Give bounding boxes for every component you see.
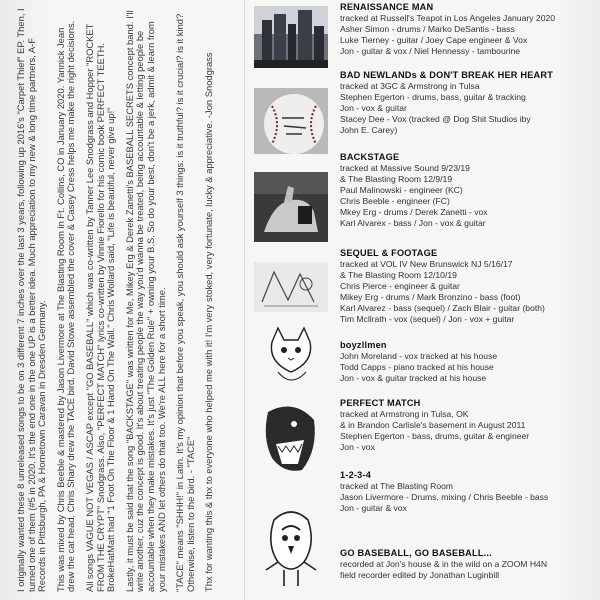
track-credit: Jon - vox & guitar (340, 103, 407, 113)
track-credit: Jon - vox & guitar tracked at his house (340, 373, 487, 383)
track-credit: John E. Carey) (340, 125, 398, 135)
track-credit: field recorder edited by Jonathan Luginbill (340, 570, 500, 580)
notes-paragraph: "TACE" means "SHHH!" in Latin. It's my opinion that before you speak, you should ask yourself 3 things: is it truthful? is it crucial? is it kind? Otherwise, listen to the bird. - "TACE" (174, 13, 196, 592)
track-credit: Mkey Erg - drums / Derek Zanetti - vox (340, 207, 488, 217)
track-credit: Stacey Dee - Vox (tracked @ Dog Shit Studios iby (340, 114, 531, 124)
shark-drawing-icon (254, 394, 328, 482)
track-credit: tracked at Armstrong in Tulsa, OK (340, 409, 469, 419)
track-block (340, 470, 595, 514)
track-credit: Mikey Erg - drums / Mark Bronzino - bass (foot) (340, 292, 521, 302)
track-credit: tracked at 3GC & Armstrong in Tulsa (340, 81, 480, 91)
track-credit: Jason Livermore - Drums, mixing / Chris Beeble - bass (340, 492, 549, 502)
track-credit: Luke Tierney - guitar / Joey Cape engineer & Vox (340, 35, 528, 45)
notes-paragraph: I originally wanted these 8 unreleased songs to be on 3 different 7 inches over the last 3 years, following up 2016's "Carpet Thief" EP. Then, I turned one of them (#5 in 2020. It's the end one in the one UP is a better idea. Much appreciation to my new & long time partners, A-F Records in Pittsburgh, PA & Hometown Caravan in Dresden Germany. (15, 8, 48, 592)
track-credit: tracked at Russell's Teapot in Los Angeles January 2020 (340, 13, 556, 23)
track-credit: & The Blasting Room 12/9/19 (340, 174, 453, 184)
baseball-photo-icon (254, 88, 328, 154)
liner-notes-text (10, 0, 240, 600)
track-credit: Karl Alvarez - bass (sequel) / Zach Blair - guitar (both) (340, 303, 545, 313)
city-skyline-photo-icon (254, 6, 328, 68)
track-credit: Chris Beeble - engineer (FC) (340, 196, 450, 206)
track-title: GO BASEBALL, GO BASEBALL... (340, 548, 492, 558)
track-title: SEQUEL & FOOTAGE (340, 248, 438, 258)
track-title: BACKSTAGE (340, 152, 400, 162)
track-block (340, 70, 595, 136)
track-block (340, 548, 595, 581)
track-block (340, 2, 595, 57)
track-credit: Jon - guitar & vox / Niel Hennessy - tambourine (340, 46, 521, 56)
track-title: RENAISSANCE MAN (340, 2, 434, 12)
track-credit: Karl Alvarex - bass / Jon - vox & guitar (340, 218, 486, 228)
track-block (340, 152, 595, 229)
column-divider (244, 0, 245, 600)
track-credit: Chris Pierce - engineer & guitar (340, 281, 460, 291)
liner-notes-column (10, 0, 240, 600)
track-block (340, 398, 595, 453)
track-credit: & The Blasting Room 12/10/19 (340, 270, 457, 280)
track-credit: tracked at Massive Sound 9/23/19 (340, 163, 470, 173)
notes-paragraph: Thx for wanting this & thx to everyone who helped me with it! I'm very stoked, very fortunate, lucky & appreciative. -Jon Snodgrass (203, 52, 215, 592)
track-title: boyzllmen (340, 340, 387, 350)
track-title: BAD NEWLANDs & DON'T BREAK HER HEART (340, 70, 554, 80)
track-credit: Stephen Egerton - bass, drums, guitar & engineer (340, 431, 530, 441)
track-credit: tracked at The Blasting Room (340, 481, 454, 491)
track-credit: Jon - guitar & vox (340, 503, 407, 513)
track-block (340, 248, 595, 325)
cat-drawing-icon (254, 322, 328, 392)
drawing-sketch-icon (254, 262, 328, 312)
bird-drawing-icon (254, 500, 328, 594)
track-credit: Todd Capps - piano tracked at his house (340, 362, 494, 372)
track-credit: tracked at VOL IV New Brunswick NJ 5/16/17 (340, 259, 513, 269)
track-block (340, 340, 595, 384)
track-credit: recorded at Jon's house & in the wild on a ZOOM H4N (340, 559, 548, 569)
track-credit: Asher Simon - drums / Marko DeSantis - bass (340, 24, 515, 34)
track-credit: Tim Mcllrath - vox (sequel) / Jon - vox + guitar (340, 314, 515, 324)
notes-paragraph: Lastly, it must be said that the song "BACKSTAGE" was written for Me, Mikey Erg & Derek Zanetti's BASEBALL SECRETS concept band. I'll write another, cuz the concept is good. It's about treating people the way you'd wanna be treated, being accountable & letting people be accountable when they make mistakes. It's just "The Golden Rule" + owning your B.S. So do your best, don't be a jerk, admit & learn from your mistakes AND let others do that too. We're ALL here for a short time. (123, 10, 167, 592)
track-title: PERFECT MATCH (340, 398, 421, 408)
notes-paragraph: This was mixed by Chris Beeble & mastered by Jason Livermore at The Blasting Room in Ft. Collins, CO in January 2020. Yannick Jean drew the cat head. Chris Shary drew the TACE bird. David Stowe assembled the cover & Casey Cress helps me make the right decisions. (54, 20, 77, 592)
track-credit: Paul Malinowski - engineer (KC) (340, 185, 463, 195)
track-credit: Jon - vox (340, 442, 375, 452)
track-credit: & in Brandon Carlisle's basement in August 2011 (340, 420, 526, 430)
track-title: 1-2-3-4 (340, 470, 372, 480)
track-credit: Stephen Egerton - drums, bass, guitar & tracking (340, 92, 526, 102)
hand-photo-icon (254, 172, 328, 242)
track-credit: John Moreland - vox tracked at his house (340, 351, 498, 361)
notes-paragraph: All songs VAGUE NOT VEGAS / ASCAP except "GO BASEBALL" which was co-written by Tanner Lee Snodgrass and Hopper "ROCKET FROM THE CRYPT" Snodgrass. Also, "PERFECT MATCH" lyrics co-written by Vinnie Fiorello for his comic book PERFECT TEETH. BrokeHatMatt had "1 Foot On The Floor & 1 Hand On The Wall." Chris Wollard said, "Life is beautiful, never give up!" (83, 23, 117, 592)
